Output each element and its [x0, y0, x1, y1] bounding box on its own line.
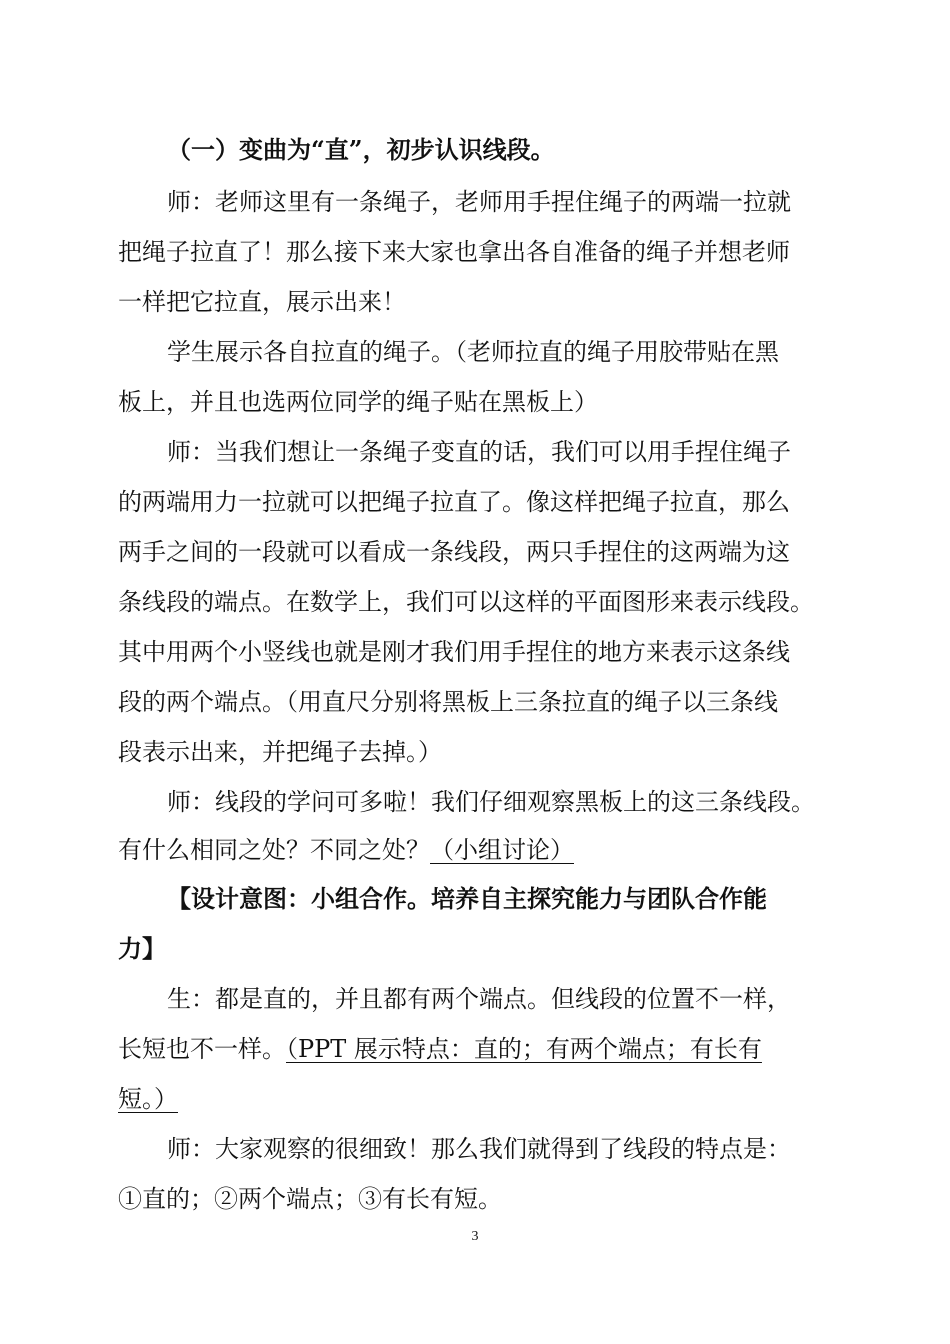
section-heading: （一）变曲为“直”，初步认识线段。	[167, 135, 555, 164]
paragraph-line: 师：大家观察的很细致！那么我们就得到了线段的特点是：	[167, 1135, 791, 1163]
paragraph-line: 两手之间的一段就可以看成一条线段，两只手捏住的这两端为这	[118, 538, 790, 566]
paragraph-line: 师：当我们想让一条绳子变直的话，我们可以用手捏住绳子	[167, 438, 791, 466]
paragraph-line: 其中用两个小竖线也就是刚才我们用手捏住的地方来表示这条线	[118, 638, 790, 666]
underlined-text: 短。）	[118, 1085, 178, 1113]
underlined-text: （PPT 展示特点：直的；有两个端点；有长有	[286, 1035, 762, 1063]
plain-text: 有什么相同之处？不同之处？	[118, 836, 430, 864]
paragraph-line: 段表示出来，并把绳子去掉。）	[118, 738, 442, 766]
paragraph-line: 生：都是直的，并且都有两个端点。但线段的位置不一样，	[167, 985, 791, 1013]
paragraph-line: 板上，并且也选两位同学的绳子贴在黑板上）	[118, 388, 598, 416]
paragraph-line: 把绳子拉直了！那么接下来大家也拿出各自准备的绳子并想老师	[118, 238, 790, 266]
paragraph-line: 学生展示各自拉直的绳子。（老师拉直的绳子用胶带贴在黑	[167, 338, 779, 366]
design-intent: 【设计意图：小组合作。培养自主探究能力与团队合作能	[167, 884, 767, 913]
paragraph-line: 一样把它拉直，展示出来！	[118, 288, 406, 316]
paragraph-line: 条线段的端点。在数学上，我们可以这样的平面图形来表示线段。	[118, 588, 814, 616]
underlined-text: （小组讨论）	[430, 836, 574, 864]
plain-text: 长短也不一样。	[118, 1035, 286, 1063]
page-number: 3	[471, 1229, 479, 1244]
paragraph-line: 段的两个端点。（用直尺分别将黑板上三条拉直的绳子以三条线	[118, 688, 778, 716]
design-intent: 力】	[118, 934, 166, 963]
paragraph-line: ①直的；②两个端点；③有长有短。	[118, 1185, 502, 1213]
paragraph-line: 师：老师这里有一条绳子，老师用手捏住绳子的两端一拉就	[167, 188, 791, 216]
paragraph-line: 师：线段的学问可多啦！我们仔细观察黑板上的这三条线段。	[167, 788, 815, 816]
paragraph-line	[118, 1031, 762, 1067]
paragraph-line: 的两端用力一拉就可以把绳子拉直了。像这样把绳子拉直，那么	[118, 488, 790, 516]
paragraph-line	[118, 832, 574, 868]
paragraph-line	[118, 1081, 178, 1117]
